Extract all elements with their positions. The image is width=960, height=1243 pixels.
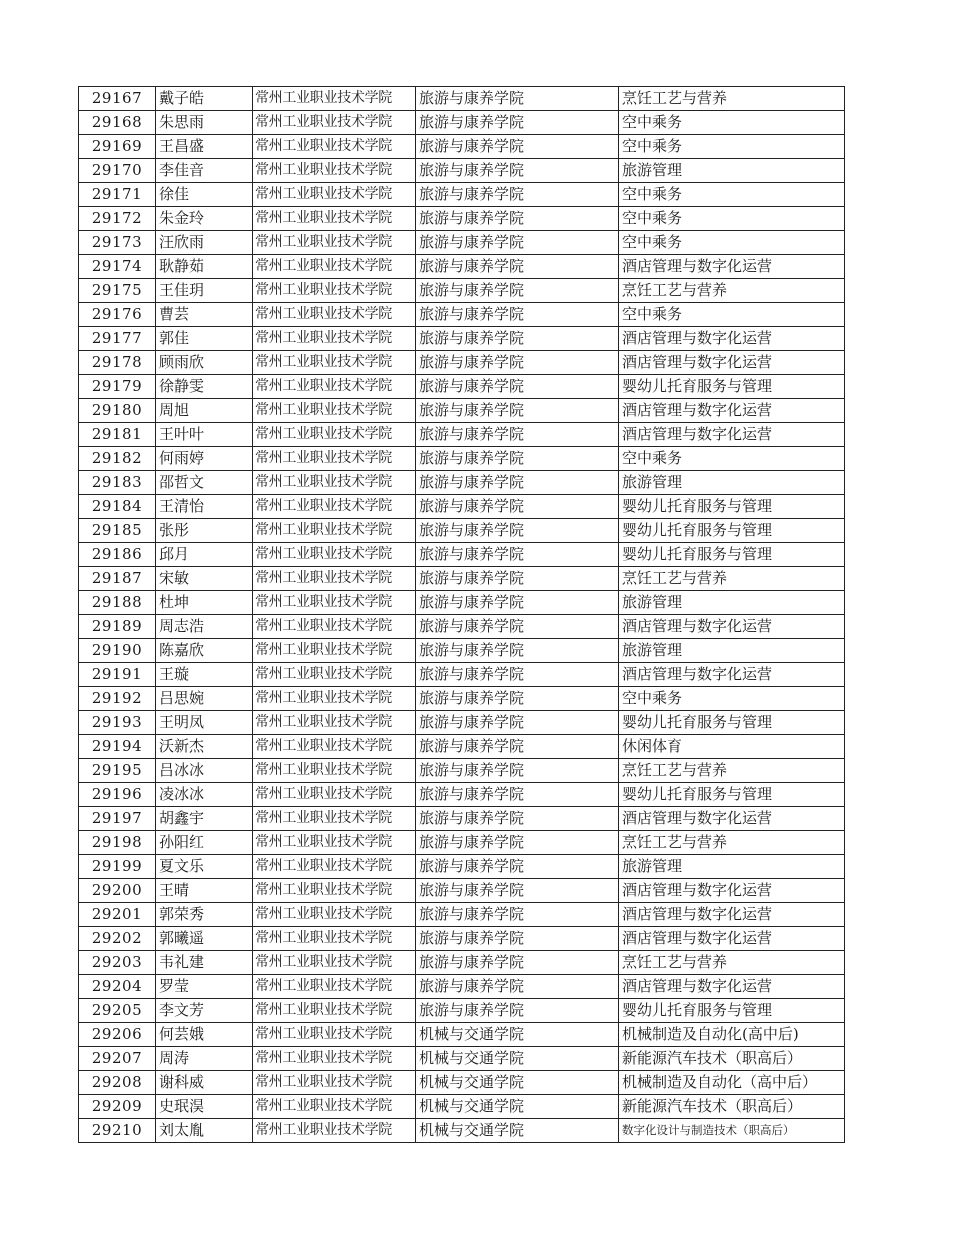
cell-school: 常州工业职业技术学院	[253, 1071, 416, 1095]
cell-college: 旅游与康养学院	[416, 135, 619, 159]
cell-name: 徐佳	[156, 183, 253, 207]
cell-college: 旅游与康养学院	[416, 231, 619, 255]
cell-number: 29186	[79, 543, 156, 567]
cell-major: 烹饪工艺与营养	[619, 759, 845, 783]
table-row	[79, 903, 845, 927]
cell-major: 酒店管理与数字化运营	[619, 255, 845, 279]
table-row	[79, 543, 845, 567]
cell-major: 烹饪工艺与营养	[619, 87, 845, 111]
table-row	[79, 711, 845, 735]
cell-college: 旅游与康养学院	[416, 159, 619, 183]
cell-school: 常州工业职业技术学院	[253, 903, 416, 927]
cell-number: 29168	[79, 111, 156, 135]
cell-major: 婴幼儿托育服务与管理	[619, 783, 845, 807]
table-row	[79, 1047, 845, 1071]
cell-major: 酒店管理与数字化运营	[619, 975, 845, 999]
cell-college: 旅游与康养学院	[416, 327, 619, 351]
cell-number: 29184	[79, 495, 156, 519]
cell-school: 常州工业职业技术学院	[253, 375, 416, 399]
cell-major: 旅游管理	[619, 639, 845, 663]
cell-number: 29171	[79, 183, 156, 207]
cell-college: 机械与交通学院	[416, 1047, 619, 1071]
cell-name: 耿静茹	[156, 255, 253, 279]
cell-major: 酒店管理与数字化运营	[619, 903, 845, 927]
cell-school: 常州工业职业技术学院	[253, 639, 416, 663]
cell-name: 邵哲文	[156, 471, 253, 495]
cell-school: 常州工业职业技术学院	[253, 543, 416, 567]
cell-school: 常州工业职业技术学院	[253, 1023, 416, 1047]
cell-major: 数字化设计与制造技术（职高后）	[619, 1119, 845, 1143]
cell-number: 29188	[79, 591, 156, 615]
table-row	[79, 111, 845, 135]
cell-major: 空中乘务	[619, 183, 845, 207]
cell-number: 29189	[79, 615, 156, 639]
cell-number: 29185	[79, 519, 156, 543]
cell-name: 张彤	[156, 519, 253, 543]
cell-number: 29182	[79, 447, 156, 471]
cell-school: 常州工业职业技术学院	[253, 351, 416, 375]
cell-name: 胡鑫宇	[156, 807, 253, 831]
cell-college: 旅游与康养学院	[416, 879, 619, 903]
table-row	[79, 639, 845, 663]
cell-school: 常州工业职业技术学院	[253, 327, 416, 351]
cell-number: 29204	[79, 975, 156, 999]
cell-number: 29208	[79, 1071, 156, 1095]
cell-number: 29181	[79, 423, 156, 447]
table-row	[79, 1095, 845, 1119]
cell-name: 李文芳	[156, 999, 253, 1023]
cell-number: 29195	[79, 759, 156, 783]
cell-number: 29194	[79, 735, 156, 759]
cell-college: 旅游与康养学院	[416, 975, 619, 999]
cell-major: 旅游管理	[619, 159, 845, 183]
cell-college: 旅游与康养学院	[416, 951, 619, 975]
cell-major: 酒店管理与数字化运营	[619, 351, 845, 375]
cell-major: 酒店管理与数字化运营	[619, 399, 845, 423]
cell-major: 空中乘务	[619, 231, 845, 255]
cell-school: 常州工业职业技术学院	[253, 759, 416, 783]
cell-number: 29173	[79, 231, 156, 255]
cell-name: 沃新杰	[156, 735, 253, 759]
cell-college: 旅游与康养学院	[416, 711, 619, 735]
cell-major: 空中乘务	[619, 447, 845, 471]
table-row	[79, 927, 845, 951]
cell-name: 周涛	[156, 1047, 253, 1071]
cell-name: 王清怡	[156, 495, 253, 519]
cell-number: 29179	[79, 375, 156, 399]
cell-name: 郭佳	[156, 327, 253, 351]
cell-college: 旅游与康养学院	[416, 351, 619, 375]
cell-name: 谢科威	[156, 1071, 253, 1095]
cell-name: 郭曦遥	[156, 927, 253, 951]
roster-body	[79, 87, 845, 1143]
table-row	[79, 663, 845, 687]
cell-major: 酒店管理与数字化运营	[619, 879, 845, 903]
table-row	[79, 975, 845, 999]
cell-name: 孙阳红	[156, 831, 253, 855]
cell-name: 王明凤	[156, 711, 253, 735]
cell-school: 常州工业职业技术学院	[253, 663, 416, 687]
table-row	[79, 1023, 845, 1047]
cell-number: 29183	[79, 471, 156, 495]
cell-name: 周志浩	[156, 615, 253, 639]
cell-number: 29203	[79, 951, 156, 975]
table-row	[79, 375, 845, 399]
table-row	[79, 783, 845, 807]
cell-college: 旅游与康养学院	[416, 831, 619, 855]
cell-college: 旅游与康养学院	[416, 687, 619, 711]
cell-name: 邱月	[156, 543, 253, 567]
cell-major: 婴幼儿托育服务与管理	[619, 711, 845, 735]
table-row	[79, 759, 845, 783]
cell-school: 常州工业职业技术学院	[253, 567, 416, 591]
table-row	[79, 615, 845, 639]
cell-college: 旅游与康养学院	[416, 567, 619, 591]
roster-table-container	[78, 86, 844, 1143]
cell-school: 常州工业职业技术学院	[253, 207, 416, 231]
cell-major: 烹饪工艺与营养	[619, 567, 845, 591]
cell-college: 旅游与康养学院	[416, 855, 619, 879]
cell-number: 29174	[79, 255, 156, 279]
cell-number: 29177	[79, 327, 156, 351]
cell-college: 机械与交通学院	[416, 1095, 619, 1119]
cell-name: 汪欣雨	[156, 231, 253, 255]
table-row	[79, 879, 845, 903]
cell-college: 旅游与康养学院	[416, 639, 619, 663]
cell-major: 空中乘务	[619, 303, 845, 327]
cell-school: 常州工业职业技术学院	[253, 807, 416, 831]
cell-name: 郭荣秀	[156, 903, 253, 927]
table-row	[79, 327, 845, 351]
cell-school: 常州工业职业技术学院	[253, 495, 416, 519]
cell-school: 常州工业职业技术学院	[253, 423, 416, 447]
cell-school: 常州工业职业技术学院	[253, 975, 416, 999]
cell-major: 烹饪工艺与营养	[619, 951, 845, 975]
table-row	[79, 207, 845, 231]
cell-number: 29175	[79, 279, 156, 303]
cell-college: 旅游与康养学院	[416, 183, 619, 207]
cell-major: 空中乘务	[619, 135, 845, 159]
cell-name: 朱思雨	[156, 111, 253, 135]
cell-college: 旅游与康养学院	[416, 735, 619, 759]
cell-name: 史珉淏	[156, 1095, 253, 1119]
cell-college: 旅游与康养学院	[416, 903, 619, 927]
cell-school: 常州工业职业技术学院	[253, 231, 416, 255]
cell-major: 婴幼儿托育服务与管理	[619, 375, 845, 399]
cell-college: 旅游与康养学院	[416, 615, 619, 639]
cell-school: 常州工业职业技术学院	[253, 951, 416, 975]
cell-school: 常州工业职业技术学院	[253, 1095, 416, 1119]
cell-college: 机械与交通学院	[416, 1119, 619, 1143]
cell-college: 旅游与康养学院	[416, 375, 619, 399]
cell-major: 酒店管理与数字化运营	[619, 807, 845, 831]
cell-school: 常州工业职业技术学院	[253, 855, 416, 879]
cell-name: 王佳玥	[156, 279, 253, 303]
cell-name: 何芸娥	[156, 1023, 253, 1047]
cell-school: 常州工业职业技术学院	[253, 615, 416, 639]
table-row	[79, 159, 845, 183]
cell-college: 旅游与康养学院	[416, 471, 619, 495]
cell-school: 常州工业职业技术学院	[253, 111, 416, 135]
cell-school: 常州工业职业技术学院	[253, 1047, 416, 1071]
cell-number: 29191	[79, 663, 156, 687]
cell-school: 常州工业职业技术学院	[253, 447, 416, 471]
cell-number: 29192	[79, 687, 156, 711]
cell-name: 吕思婉	[156, 687, 253, 711]
cell-major: 旅游管理	[619, 591, 845, 615]
cell-school: 常州工业职业技术学院	[253, 519, 416, 543]
cell-college: 机械与交通学院	[416, 1023, 619, 1047]
cell-number: 29193	[79, 711, 156, 735]
cell-number: 29167	[79, 87, 156, 111]
cell-major: 旅游管理	[619, 855, 845, 879]
cell-name: 陈嘉欣	[156, 639, 253, 663]
table-row	[79, 735, 845, 759]
cell-school: 常州工业职业技术学院	[253, 783, 416, 807]
cell-school: 常州工业职业技术学院	[253, 999, 416, 1023]
cell-college: 旅游与康养学院	[416, 279, 619, 303]
cell-school: 常州工业职业技术学院	[253, 687, 416, 711]
cell-name: 王璇	[156, 663, 253, 687]
cell-college: 旅游与康养学院	[416, 399, 619, 423]
table-row	[79, 351, 845, 375]
cell-college: 旅游与康养学院	[416, 591, 619, 615]
table-row	[79, 471, 845, 495]
table-row	[79, 135, 845, 159]
cell-name: 罗莹	[156, 975, 253, 999]
cell-number: 29198	[79, 831, 156, 855]
cell-number: 29187	[79, 567, 156, 591]
table-row	[79, 231, 845, 255]
cell-number: 29199	[79, 855, 156, 879]
cell-school: 常州工业职业技术学院	[253, 711, 416, 735]
cell-college: 旅游与康养学院	[416, 807, 619, 831]
cell-number: 29172	[79, 207, 156, 231]
cell-school: 常州工业职业技术学院	[253, 183, 416, 207]
cell-college: 旅游与康养学院	[416, 207, 619, 231]
cell-college: 机械与交通学院	[416, 1071, 619, 1095]
cell-college: 旅游与康养学院	[416, 999, 619, 1023]
cell-name: 徐静雯	[156, 375, 253, 399]
cell-number: 29197	[79, 807, 156, 831]
cell-college: 旅游与康养学院	[416, 543, 619, 567]
cell-major: 旅游管理	[619, 471, 845, 495]
cell-school: 常州工业职业技术学院	[253, 831, 416, 855]
cell-college: 旅游与康养学院	[416, 111, 619, 135]
cell-major: 空中乘务	[619, 111, 845, 135]
table-row	[79, 567, 845, 591]
table-row	[79, 807, 845, 831]
table-row	[79, 423, 845, 447]
table-row	[79, 951, 845, 975]
table-row	[79, 999, 845, 1023]
cell-major: 空中乘务	[619, 687, 845, 711]
cell-name: 宋敏	[156, 567, 253, 591]
table-row	[79, 183, 845, 207]
table-row	[79, 399, 845, 423]
cell-school: 常州工业职业技术学院	[253, 303, 416, 327]
table-row	[79, 831, 845, 855]
cell-name: 韦礼建	[156, 951, 253, 975]
cell-college: 旅游与康养学院	[416, 255, 619, 279]
cell-number: 29170	[79, 159, 156, 183]
cell-major: 烹饪工艺与营养	[619, 279, 845, 303]
cell-college: 旅游与康养学院	[416, 495, 619, 519]
cell-school: 常州工业职业技术学院	[253, 1119, 416, 1143]
cell-number: 29200	[79, 879, 156, 903]
cell-college: 旅游与康养学院	[416, 447, 619, 471]
cell-major: 休闲体育	[619, 735, 845, 759]
cell-college: 旅游与康养学院	[416, 927, 619, 951]
cell-name: 何雨婷	[156, 447, 253, 471]
cell-number: 29202	[79, 927, 156, 951]
cell-name: 周旭	[156, 399, 253, 423]
cell-major: 酒店管理与数字化运营	[619, 615, 845, 639]
cell-number: 29169	[79, 135, 156, 159]
table-row	[79, 855, 845, 879]
roster-table	[78, 86, 845, 1143]
cell-name: 曹芸	[156, 303, 253, 327]
table-row	[79, 1119, 845, 1143]
cell-name: 朱金玲	[156, 207, 253, 231]
cell-major: 酒店管理与数字化运营	[619, 663, 845, 687]
cell-college: 旅游与康养学院	[416, 87, 619, 111]
cell-number: 29207	[79, 1047, 156, 1071]
cell-school: 常州工业职业技术学院	[253, 927, 416, 951]
cell-name: 王晴	[156, 879, 253, 903]
cell-number: 29178	[79, 351, 156, 375]
cell-name: 王昌盛	[156, 135, 253, 159]
table-row	[79, 495, 845, 519]
cell-number: 29205	[79, 999, 156, 1023]
cell-number: 29196	[79, 783, 156, 807]
table-row	[79, 447, 845, 471]
table-row	[79, 519, 845, 543]
cell-major: 酒店管理与数字化运营	[619, 423, 845, 447]
cell-name: 凌冰冰	[156, 783, 253, 807]
table-row	[79, 591, 845, 615]
cell-major: 婴幼儿托育服务与管理	[619, 999, 845, 1023]
cell-number: 29209	[79, 1095, 156, 1119]
cell-name: 王叶叶	[156, 423, 253, 447]
cell-college: 旅游与康养学院	[416, 423, 619, 447]
cell-college: 旅游与康养学院	[416, 783, 619, 807]
cell-school: 常州工业职业技术学院	[253, 135, 416, 159]
cell-school: 常州工业职业技术学院	[253, 399, 416, 423]
cell-major: 婴幼儿托育服务与管理	[619, 495, 845, 519]
cell-name: 刘太胤	[156, 1119, 253, 1143]
cell-college: 旅游与康养学院	[416, 663, 619, 687]
cell-major: 婴幼儿托育服务与管理	[619, 543, 845, 567]
cell-school: 常州工业职业技术学院	[253, 471, 416, 495]
cell-college: 旅游与康养学院	[416, 519, 619, 543]
cell-school: 常州工业职业技术学院	[253, 255, 416, 279]
cell-major: 空中乘务	[619, 207, 845, 231]
cell-name: 李佳音	[156, 159, 253, 183]
cell-major: 机械制造及自动化（高中后）	[619, 1071, 845, 1095]
cell-major: 酒店管理与数字化运营	[619, 327, 845, 351]
cell-major: 烹饪工艺与营养	[619, 831, 845, 855]
table-row	[79, 255, 845, 279]
cell-number: 29210	[79, 1119, 156, 1143]
cell-school: 常州工业职业技术学院	[253, 591, 416, 615]
cell-college: 旅游与康养学院	[416, 303, 619, 327]
table-row	[79, 279, 845, 303]
cell-number: 29176	[79, 303, 156, 327]
cell-school: 常州工业职业技术学院	[253, 735, 416, 759]
table-row	[79, 87, 845, 111]
cell-number: 29190	[79, 639, 156, 663]
cell-number: 29206	[79, 1023, 156, 1047]
cell-school: 常州工业职业技术学院	[253, 159, 416, 183]
cell-school: 常州工业职业技术学院	[253, 279, 416, 303]
table-row	[79, 687, 845, 711]
cell-name: 吕冰冰	[156, 759, 253, 783]
cell-name: 杜坤	[156, 591, 253, 615]
cell-name: 夏文乐	[156, 855, 253, 879]
cell-number: 29180	[79, 399, 156, 423]
table-row	[79, 1071, 845, 1095]
cell-major: 机械制造及自动化(高中后)	[619, 1023, 845, 1047]
cell-name: 顾雨欣	[156, 351, 253, 375]
cell-college: 旅游与康养学院	[416, 759, 619, 783]
cell-major: 新能源汽车技术（职高后）	[619, 1095, 845, 1119]
cell-major: 婴幼儿托育服务与管理	[619, 519, 845, 543]
cell-name: 戴子皓	[156, 87, 253, 111]
cell-number: 29201	[79, 903, 156, 927]
cell-school: 常州工业职业技术学院	[253, 87, 416, 111]
cell-major: 酒店管理与数字化运营	[619, 927, 845, 951]
cell-major: 新能源汽车技术（职高后）	[619, 1047, 845, 1071]
table-row	[79, 303, 845, 327]
cell-school: 常州工业职业技术学院	[253, 879, 416, 903]
